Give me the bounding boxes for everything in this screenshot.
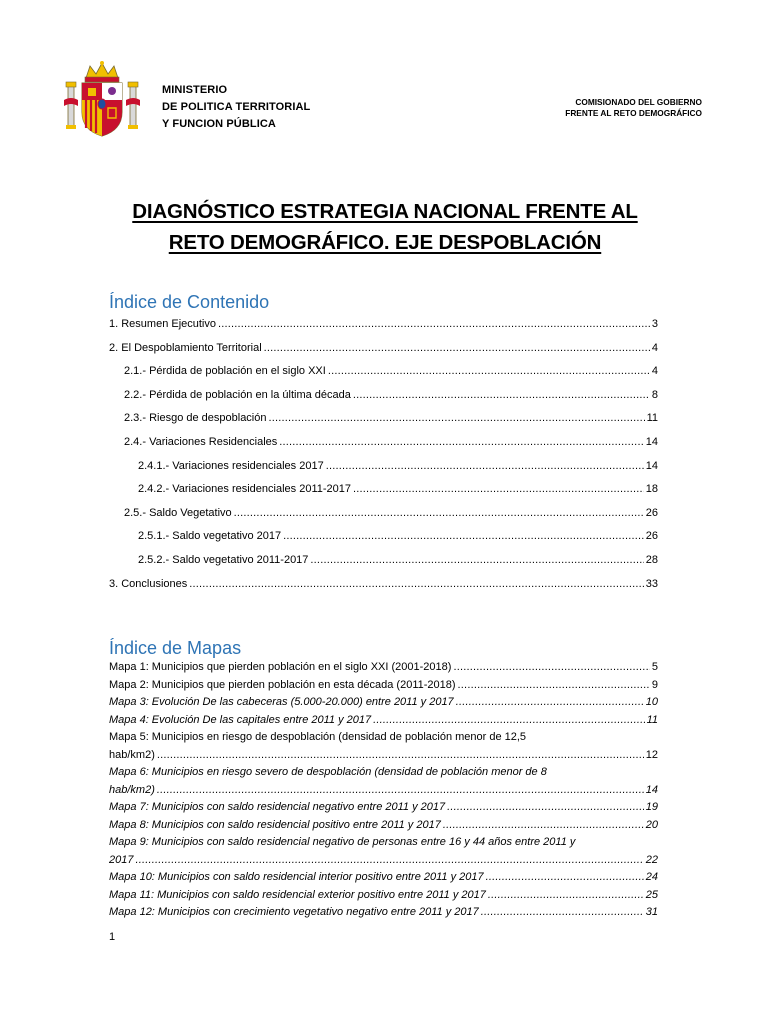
map-entry[interactable] <box>109 819 658 837</box>
map-entry[interactable] <box>109 679 658 697</box>
toc-entry-page: 4 <box>651 341 658 354</box>
map-leader <box>453 661 649 673</box>
commission-line-1: COMISIONADO DEL GOBIERNO <box>575 97 702 107</box>
ministry-name <box>162 82 310 133</box>
toc-entry[interactable] <box>109 342 658 366</box>
map-entry-label: Mapa 4: Evolución De las capitales entre 2011 y 2017 <box>109 713 372 726</box>
map-entry[interactable] <box>109 871 658 889</box>
map-entry-label: Mapa 12: Municipios con crecimiento vegetativo negativo entre 2011 y 2017 <box>109 906 479 918</box>
toc-entry-label: 2.5.1.- Saldo vegetativo 2017 <box>138 530 282 543</box>
map-leader <box>486 871 644 883</box>
toc-entry-page: 28 <box>645 553 658 566</box>
toc-entry-page: 26 <box>645 506 658 519</box>
map-entry-label: Mapa 7: Municipios con saldo residencial negativo entre 2011 y 2017 <box>109 801 446 813</box>
map-leader <box>488 889 644 901</box>
toc-entry-label: 3. Conclusiones <box>109 577 188 590</box>
map-entry[interactable] <box>109 836 658 871</box>
map-leader <box>373 714 644 726</box>
commission-line-2: FRENTE AL RETO DEMOGRÁFICO <box>565 108 702 118</box>
map-entry-page: 5 <box>651 661 658 673</box>
maps-index <box>109 661 658 924</box>
toc-entry[interactable] <box>124 436 658 460</box>
toc-entry-label: 2.5.- Saldo Vegetativo <box>124 506 232 519</box>
toc-leader <box>353 389 650 401</box>
map-entry-label: Mapa 1: Municipios que pierden población en el siglo XXI (2001-2018) <box>109 661 452 673</box>
toc-entry-label: 2.4.2.- Variaciones residenciales 2011-2017 <box>138 483 352 496</box>
toc-entry[interactable] <box>109 318 658 342</box>
map-leader <box>481 906 644 918</box>
toc-entry-page: 3 <box>651 318 658 330</box>
toc-leader <box>234 507 644 519</box>
toc-leader <box>279 436 643 448</box>
map-entry-label: Mapa 8: Municipios con saldo residencial positivo entre 2011 y 2017 <box>109 818 441 831</box>
toc-entry-label: 2.5.2.- Saldo vegetativo 2011-2017 <box>138 553 309 566</box>
page-number: 1 <box>109 931 116 943</box>
toc-entry-page: 14 <box>645 459 658 472</box>
toc-entry[interactable] <box>138 554 658 578</box>
toc-entry-label: 2.2.- Pérdida de población en la última década <box>124 388 351 401</box>
toc-leader <box>189 578 643 590</box>
map-entry-page: 11 <box>646 713 658 726</box>
toc-entry[interactable] <box>124 412 658 436</box>
map-leader <box>135 854 643 866</box>
map-leader <box>157 749 644 761</box>
title-line-1: DIAGNÓSTICO ESTRATEGIA NACIONAL FRENTE AL <box>132 200 638 223</box>
toc-entry-label: 1. Resumen Ejecutivo <box>109 318 216 330</box>
toc-leader <box>328 365 650 377</box>
map-entry-page: 19 <box>645 801 658 813</box>
map-entry[interactable] <box>109 714 658 732</box>
map-entry-page: 25 <box>645 888 658 901</box>
map-leader <box>456 696 644 708</box>
map-entry-page: 31 <box>645 906 658 918</box>
toc-heading: Índice de Contenido <box>109 292 270 312</box>
map-entry-label-line1: Mapa 5: Municipios en riesgo de despoblación (densidad de población menor de 12,5 <box>109 731 527 743</box>
toc-entry[interactable] <box>124 365 658 389</box>
map-entry-page: 10 <box>645 696 658 708</box>
toc-leader <box>353 483 644 495</box>
maps-heading: Índice de Mapas <box>109 638 242 658</box>
map-leader <box>157 784 644 796</box>
map-entry-page: 20 <box>645 818 658 831</box>
map-entry-label-line1: Mapa 6: Municipios en riesgo severo de despoblación (densidad de población menor de 8 <box>109 766 547 778</box>
toc-entry-label: 2.4.1.- Variaciones residenciales 2017 <box>138 459 324 472</box>
toc-entry-page: 14 <box>645 435 658 448</box>
toc-leader <box>310 554 643 566</box>
toc-leader <box>268 412 644 424</box>
toc-entry-label: 2.4.- Variaciones Residenciales <box>124 435 278 448</box>
map-entry-label: Mapa 10: Municipios con saldo residencial interior positivo entre 2011 y 2017 <box>109 871 484 883</box>
toc-entry-label: 2.1.- Pérdida de población en el siglo XXI <box>124 365 326 378</box>
toc-entry-page: 4 <box>651 365 658 378</box>
title-line-2: RETO DEMOGRÁFICO. EJE DESPOBLACIÓN <box>168 231 602 254</box>
spanish-coat-of-arms-icon <box>62 60 142 140</box>
toc-entry[interactable] <box>124 507 658 531</box>
map-entry-page: 24 <box>645 871 658 883</box>
toc-entry-page: 33 <box>645 577 658 590</box>
toc-entry-page: 11 <box>646 412 658 425</box>
toc-entry[interactable] <box>138 530 658 554</box>
map-entry-label: hab/km2) <box>109 783 155 796</box>
map-entry-label: hab/km2) <box>109 748 155 761</box>
map-entry[interactable] <box>109 696 658 714</box>
ministry-line-1: MINISTERIO <box>162 84 228 96</box>
toc-leader <box>218 318 650 330</box>
toc-entry[interactable] <box>138 483 658 507</box>
map-entry-page: 9 <box>651 678 658 691</box>
map-leader <box>443 819 644 831</box>
toc-leader <box>326 460 644 472</box>
toc-entry-label: 2. El Despoblamiento Territorial <box>109 341 262 354</box>
map-entry-label: Mapa 11: Municipios con saldo residencial exterior positivo entre 2011 y 2017 <box>109 888 486 901</box>
toc-entry-label: 2.3.- Riesgo de despoblación <box>124 412 267 425</box>
map-entry-page: 22 <box>645 853 658 866</box>
table-of-contents <box>109 318 658 601</box>
toc-entry[interactable] <box>138 460 658 484</box>
toc-leader <box>264 342 650 354</box>
map-entry[interactable] <box>109 801 658 819</box>
ministry-line-2: DE POLITICA TERRITORIAL <box>162 101 311 113</box>
ministry-line-3: Y FUNCION PÚBLICA <box>162 118 276 130</box>
map-entry[interactable] <box>109 731 658 766</box>
commission-name <box>565 97 702 119</box>
map-leader <box>458 679 650 691</box>
map-entry[interactable] <box>109 661 658 679</box>
toc-entry[interactable] <box>124 389 658 413</box>
map-entry-label: Mapa 2: Municipios que pierden población en esta década (2011-2018) <box>109 678 456 691</box>
map-entry[interactable] <box>109 906 658 924</box>
document-title <box>90 196 680 258</box>
toc-entry-page: 18 <box>645 483 658 496</box>
map-entry-label: 2017 <box>109 853 134 866</box>
toc-entry-page: 8 <box>651 388 658 401</box>
map-entry[interactable] <box>109 889 658 907</box>
map-entry[interactable] <box>109 766 658 801</box>
map-entry-label: Mapa 3: Evolución De las cabeceras (5.000-20.000) entre 2011 y 2017 <box>109 696 454 708</box>
toc-entry[interactable] <box>109 578 658 602</box>
map-leader <box>447 801 644 813</box>
toc-entry-page: 26 <box>645 530 658 543</box>
toc-leader <box>283 530 644 542</box>
map-entry-label-line1: Mapa 9: Municipios con saldo residencial negativo de personas entre 16 y 44 años entre 2011 y <box>109 836 576 848</box>
map-entry-page: 14 <box>645 783 658 796</box>
map-entry-page: 12 <box>645 748 658 761</box>
